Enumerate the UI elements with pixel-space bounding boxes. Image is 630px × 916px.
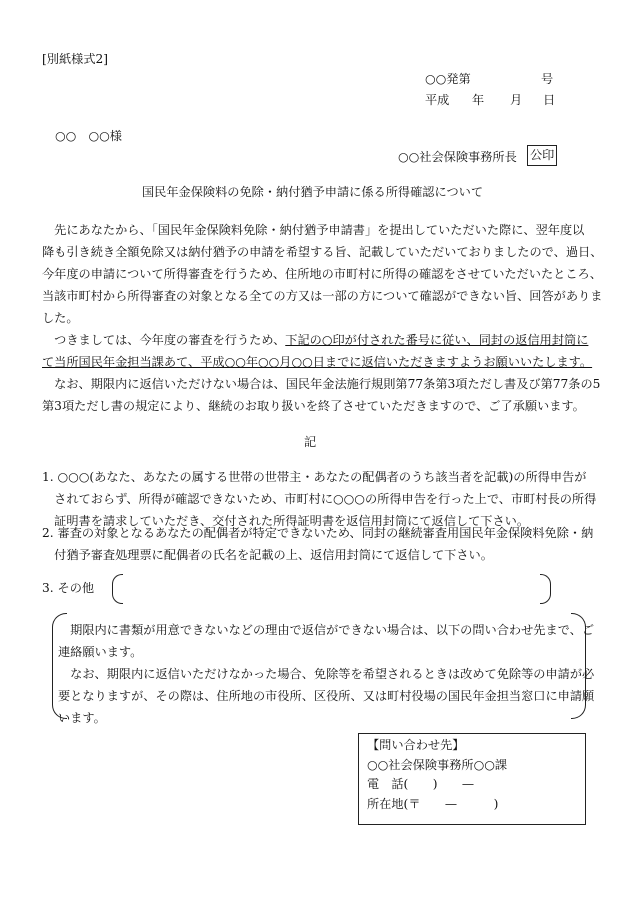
item-3-bracket-right: [540, 574, 551, 604]
form-label: [別紙様式2]: [42, 52, 109, 66]
underlined-instruction: て当所国民年金担当課あて、平成○○年○○月○○日までに返信いただきますようお願いいたします。: [42, 355, 593, 369]
notice-line: います。: [58, 711, 106, 725]
doc-number-suffix: 号: [541, 72, 554, 86]
body-line: 今年度の申請について所得審査を行うため、住所地の市町村に所得の確認をさせていただいたところ、: [42, 267, 602, 281]
body-paragraph-2: [42, 329, 593, 373]
item-line: 1. ○○○(あなた、あなたの属する世帯の世帯主・あなたの配偶者のうち該当者を記載)の所得申告が: [42, 470, 587, 484]
date-year: 年: [472, 93, 485, 107]
item-3-label: 3. その他: [42, 581, 95, 595]
notice-text: [58, 619, 595, 729]
contact-box: [358, 733, 586, 825]
contact-office: ○○社会保険事務所○○課: [367, 757, 508, 772]
item-line: 付猶予審査処理票に配偶者の氏名を記載の上、返信用封筒にて返信して下さい。: [42, 548, 493, 562]
date-day: 日: [543, 93, 556, 107]
ki-heading: 記: [304, 435, 317, 449]
body-text: つきましては、今年度の審査を行うため、: [42, 333, 286, 347]
notice-line: 連絡願います。: [58, 645, 143, 659]
item-3-bracket-left: [112, 574, 123, 604]
body-line: 先にあなたから、「国民年金保険料免除・納付猶予申請書」を提出していただいた際に、翌年度以: [42, 223, 585, 237]
body-line: なお、期限内に返信いただけない場合は、国民年金法施行規則第77条第3項ただし書及び第77条の5: [42, 377, 601, 391]
notice-line: 期限内に書類が用意できないなどの理由で返信ができない場合は、以下の問い合わせ先まで、ご: [58, 623, 595, 637]
addressee: ○○ ○○様: [55, 129, 122, 143]
doc-number-prefix: ○○発第: [425, 72, 471, 86]
body-line: 降も引き続き全額免除又は納付猶予の申請を希望する旨、記載していただいておりましたので、過日、: [42, 245, 603, 259]
item-2: [42, 522, 594, 566]
body-line: 第3項ただし書の規定により、継続のお取り扱いを終了させていただきますので、ご了承願います。: [42, 399, 585, 413]
item-line: されておらず、所得が確認できないため、市町村に○○○の所得申告を行った上で、市町村長の所得: [42, 492, 597, 506]
contact-heading: 【問い合わせ先】: [367, 738, 465, 752]
body-line: した。: [42, 311, 79, 325]
contact-address: 所在地(〒 — ): [367, 796, 499, 811]
item-line: 証明書を請求していただき、交付された所得証明書を返信用封筒にて返信して下さい。: [42, 514, 530, 528]
title: 国民年金保険料の免除・納付猶予申請に係る所得確認について: [142, 185, 484, 199]
notice-line: なお、期限内に返信いただけなかった場合、免除等を希望されるときは改めて免除等の申請が必: [58, 667, 595, 681]
notice-line: 要となりますが、その際は、住所地の市役所、区役所、又は町村役場の国民年金担当窓口に申請願: [58, 689, 595, 703]
seal-box: 公印: [527, 145, 557, 166]
body-line: 当該市町村から所得審査の対象となる全ての方又は一部の方について確認ができない旨、回答がありま: [42, 289, 603, 303]
date-month: 月: [510, 93, 523, 107]
sender-office: ○○社会保険事務所長: [398, 150, 517, 164]
body-paragraph-1: [42, 219, 603, 329]
underlined-instruction: 下記の○印が付された番号に従い、同封の返信用封筒に: [285, 333, 589, 347]
item-line: 2. 審査の対象となるあなたの配偶者が特定できないため、同封の継続審査用国民年金保険料免除・納: [42, 526, 594, 540]
body-paragraph-3: [42, 373, 601, 417]
date-era: 平成: [425, 93, 450, 107]
contact-phone: 電 話( ) —: [367, 777, 475, 791]
